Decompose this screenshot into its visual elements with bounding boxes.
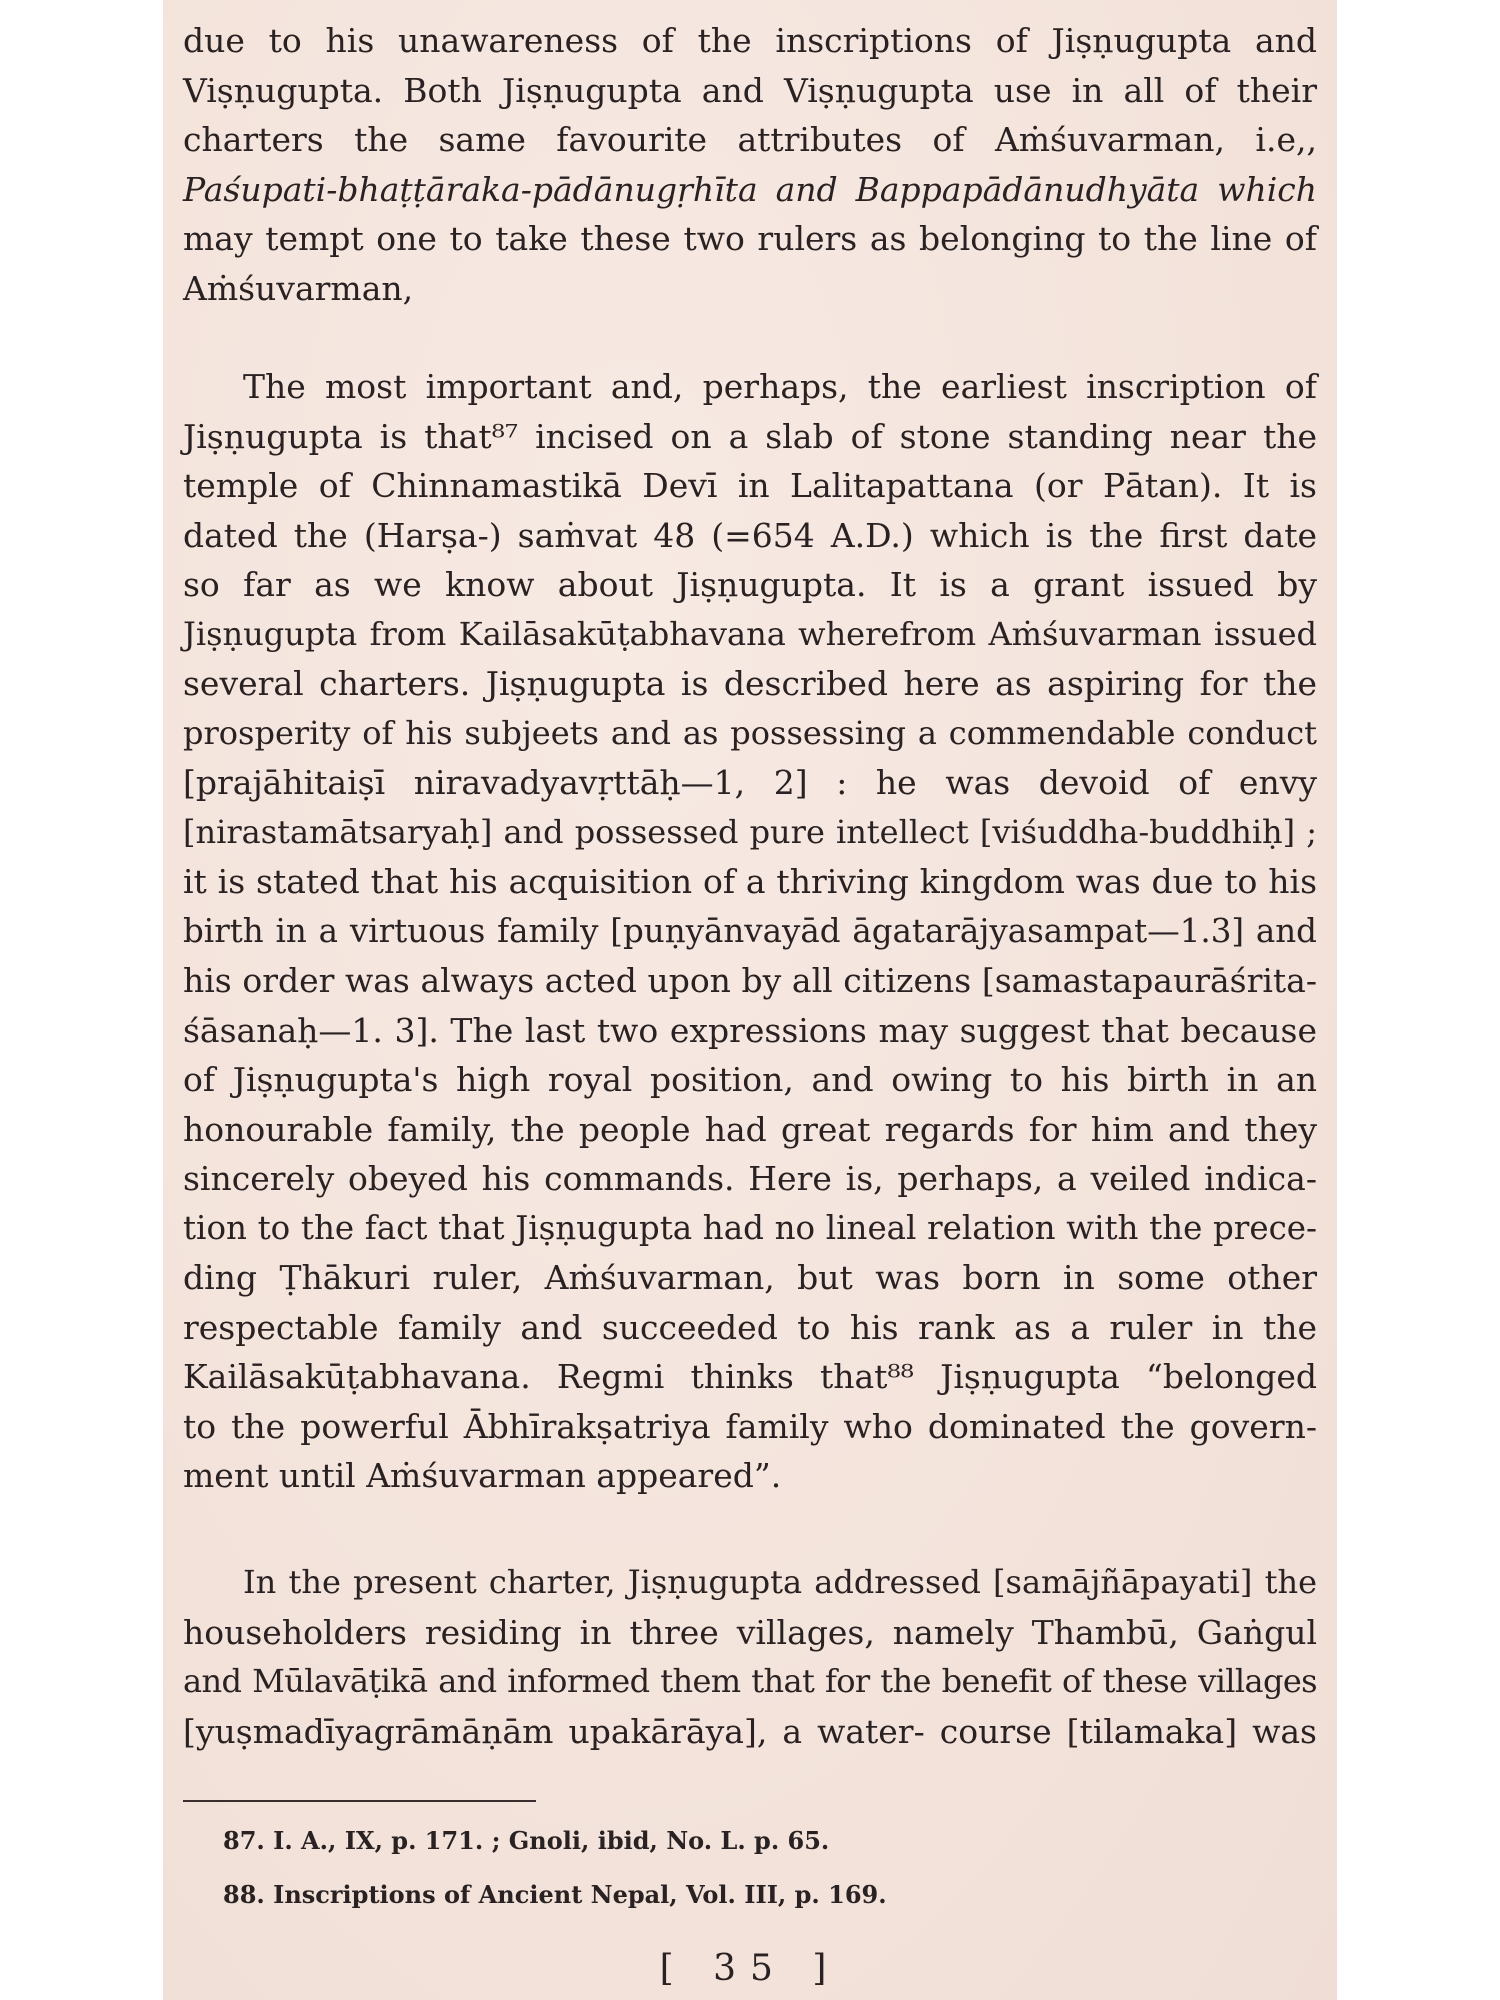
text-line: Kailāsakūṭabhavana. Regmi thinks that⁸⁸ Jiṣṇugupta “belonged [183,1357,1317,1396]
text-line: ding Ṭhākuri ruler, Aṁśuvarman, but was born in some other [183,1258,1317,1297]
text-line: of Jiṣṇugupta's high royal position, and owing to his birth in an [183,1060,1317,1099]
text-line: due to his unawareness of the inscriptions of Jiṣṇugupta and [183,21,1317,60]
footnote-divider [183,1800,536,1802]
footnote-88: 88. Inscriptions of Ancient Nepal, Vol. III, p. 169. [223,1880,887,1909]
text-line: to the powerful Ābhīrakṣatriya family who dominated the govern- [183,1406,1317,1446]
text-line: [nirastamātsaryaḥ] and possessed pure intellect [viśuddha-buddhiḥ] ; [183,812,1317,851]
text-line: Viṣṇugupta. Both Jiṣṇugupta and Viṣṇugupta use in all of their [183,70,1317,110]
text-line: [prajāhitaiṣī niravadyavṛttāḥ—1, 2] : he was devoid of envy [183,763,1317,802]
text-line: honourable family, the people had great regards for him and they [183,1109,1317,1149]
text-line: dated the (Harṣa-) saṁvat 48 (=654 A.D.) which is the first date [183,515,1317,555]
paragraph-2 [183,362,1317,1501]
text-line: Jiṣṇugupta is that⁸⁷ incised on a slab of stone standing near the [183,416,1317,456]
text-line: temple of Chinnamastikā Devī in Lalitapattana (or Pātan). It is [183,466,1317,505]
text-line: several charters. Jiṣṇugupta is described here as aspiring for the [183,664,1317,703]
text-line: householders residing in three villages, namely Thambū, Gaṅgul [183,1612,1317,1652]
text-line: and Mūlavāṭikā and informed them that for the benefit of these villages [183,1662,1317,1700]
text-line: charters the same favourite attributes of Aṁśuvarman, i.e,, [183,120,1317,159]
text-line: Aṁśuvarman, [183,268,414,308]
book-page [163,0,1337,2000]
text-line: ment until Aṁśuvarman appeared”. [183,1456,782,1495]
text-line: sincerely obeyed his commands. Here is, perhaps, a veiled indica- [183,1159,1317,1198]
text-line: Jiṣṇugupta from Kailāsakūṭabhavana wherefrom Aṁśuvarman issued [183,614,1317,653]
footnote-87: 87. I. A., IX, p. 171. ; Gnoli, ibid, No. L. p. 65. [223,1826,830,1855]
page-number: [ 35 ] [659,1948,841,1989]
text-line: respectable family and succeeded to his rank as a ruler in the [183,1307,1317,1347]
paragraph-3 [183,1558,1317,1756]
text-line: birth in a virtuous family [puṇyānvayād āgatarājyasampat—1.3] and [183,911,1317,950]
text-line: The most important and, perhaps, the earliest inscription of [243,367,1317,406]
text-line: may tempt one to take these two rulers as belonging to the line of [183,219,1317,258]
text-line: In the present charter, Jiṣṇugupta addressed [samājñāpayati] the [243,1563,1317,1601]
text-line: [yuṣmadīyagrāmāṇām upakārāya], a water- course [tilamaka] was [183,1711,1317,1751]
text-line: Paśupati-bhaṭṭāraka-pādānugṛhīta and Bappapādānudhyāta which [183,169,1317,209]
text-line: his order was always acted upon by all citizens [samastapaurāśrita- [183,961,1317,1000]
text-line: it is stated that his acquisition of a thriving kingdom was due to his [183,862,1317,901]
text-line: tion to the fact that Jiṣṇugupta had no lineal relation with the prece- [183,1208,1317,1247]
text-line: so far as we know about Jiṣṇugupta. It is a grant issued by [183,565,1317,604]
text-line: prosperity of his subjeets and as possessing a commendable conduct [183,713,1317,752]
paragraph-1 [183,16,1317,313]
text-line: śāsanaḥ—1. 3]. The last two expressions may suggest that because [183,1010,1317,1050]
